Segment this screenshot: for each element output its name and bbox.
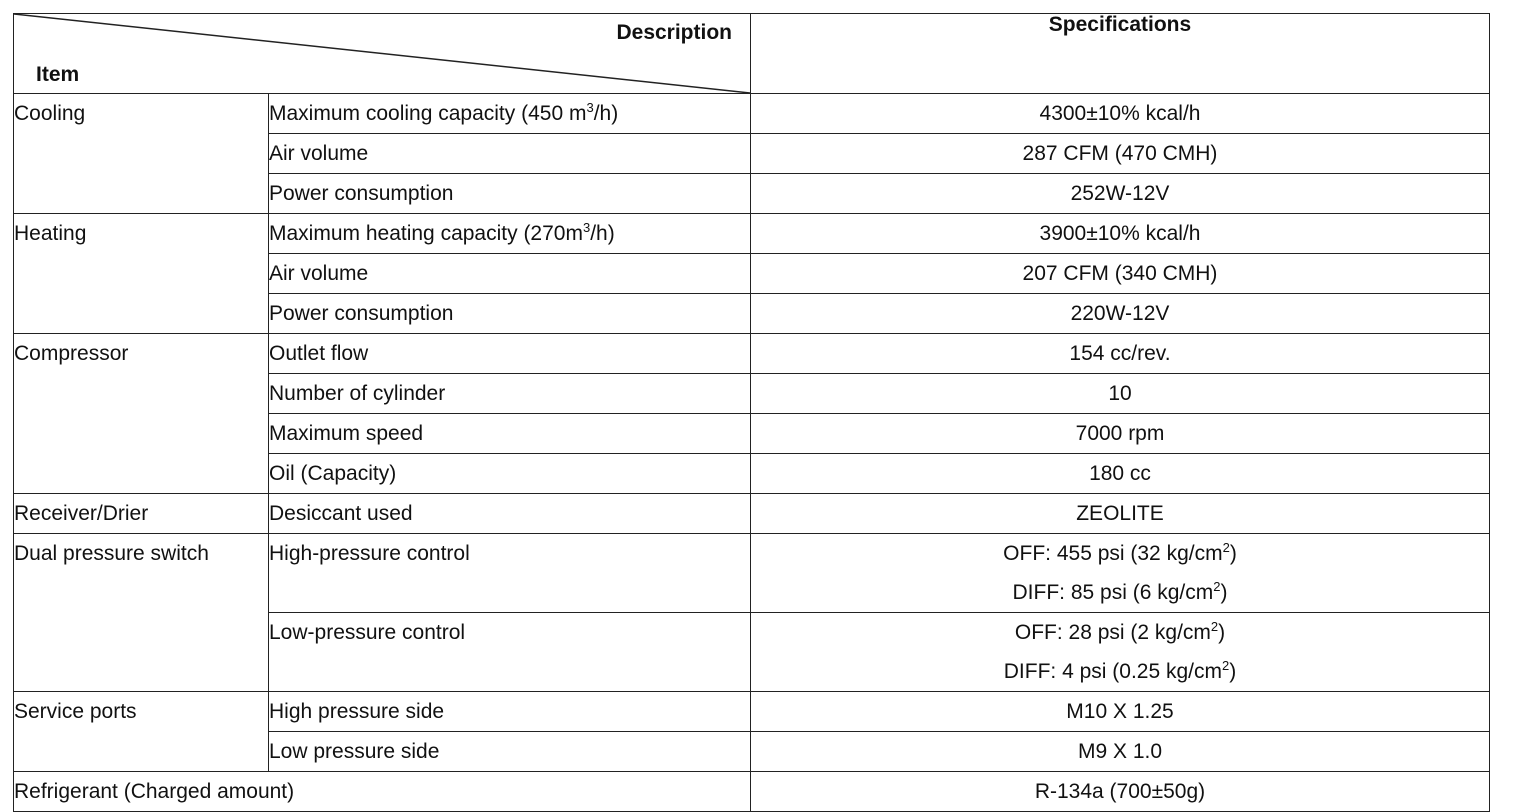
value-line	[751, 613, 1489, 652]
value-cell: 287 CFM (470 CMH)	[751, 134, 1490, 174]
value-text: DIFF: 85 psi (6 kg/cm	[1012, 581, 1214, 604]
value-cell: 3900±10% kcal/h	[751, 214, 1490, 254]
value-cell: 220W-12V	[751, 294, 1490, 334]
table-row	[14, 772, 1490, 812]
desc-cell: Power consumption	[269, 294, 751, 334]
item-cell-refrigerant: Refrigerant (Charged amount)	[14, 772, 751, 812]
value-text: OFF: 455 psi (32 kg/cm	[1003, 542, 1223, 565]
desc-text: /h)	[593, 102, 619, 125]
value-line	[751, 573, 1489, 612]
desc-cell: Oil (Capacity)	[269, 454, 751, 494]
value-cell: M10 X 1.25	[751, 692, 1490, 732]
desc-cell: Outlet flow	[269, 334, 751, 374]
value-text: )	[1229, 542, 1237, 565]
item-cell-dual-pressure-switch	[14, 534, 269, 692]
superscript: 3	[582, 220, 591, 235]
desc-text: Maximum cooling capacity (450 m	[269, 102, 587, 125]
table-row	[14, 494, 1490, 534]
header-row	[14, 14, 1490, 94]
table-row	[14, 692, 1490, 732]
spec-sheet	[13, 13, 1489, 803]
superscript: 2	[1213, 579, 1221, 594]
value-cell: 154 cc/rev.	[751, 334, 1490, 374]
value-line	[751, 652, 1489, 691]
superscript: 3	[586, 100, 594, 115]
value-cell: M9 X 1.0	[751, 732, 1490, 772]
item-description-header	[14, 14, 751, 94]
desc-cell: Maximum speed	[269, 414, 751, 454]
table-row	[14, 214, 1490, 254]
value-cell: 4300±10% kcal/h	[751, 94, 1490, 134]
value-cell: ZEOLITE	[751, 494, 1490, 534]
item-text: Dual pressure switch	[14, 542, 209, 565]
desc-cell: Power consumption	[269, 174, 751, 214]
desc-cell: Number of cylinder	[269, 374, 751, 414]
value-text: DIFF: 4 psi (0.25 kg/cm	[1003, 660, 1222, 683]
desc-cell	[269, 214, 751, 254]
table-row	[14, 94, 1490, 134]
value-text: )	[1220, 581, 1228, 604]
value-cell: R-134a (700±50g)	[751, 772, 1490, 812]
superscript: 2	[1210, 619, 1219, 634]
desc-cell: Low-pressure control	[269, 613, 751, 692]
value-cell	[751, 534, 1490, 613]
value-cell: 180 cc	[751, 454, 1490, 494]
value-cell: 10	[751, 374, 1490, 414]
superscript: 2	[1222, 540, 1230, 555]
table-row	[14, 534, 1490, 613]
item-header-label: Item	[36, 63, 80, 86]
value-cell	[751, 613, 1490, 692]
value-line	[751, 534, 1489, 573]
value-text: OFF: 28 psi (2 kg/cm	[1014, 621, 1211, 644]
desc-cell: Air volume	[269, 134, 751, 174]
desc-text: Maximum heating capacity (270m	[269, 222, 583, 245]
description-header-label: Description	[616, 21, 732, 44]
table-row	[14, 334, 1490, 374]
item-cell-receiver-drier: Receiver/Drier	[14, 494, 269, 534]
desc-cell: Air volume	[269, 254, 751, 294]
specifications-table	[13, 13, 1490, 812]
item-cell-cooling: Cooling	[14, 94, 269, 214]
desc-text: /h)	[590, 222, 615, 245]
desc-cell	[269, 94, 751, 134]
item-cell-heating: Heating	[14, 214, 269, 334]
desc-cell: High-pressure control	[269, 534, 751, 613]
desc-cell: Desiccant used	[269, 494, 751, 534]
desc-cell: High pressure side	[269, 692, 751, 732]
specifications-header: Specifications	[751, 14, 1490, 94]
desc-cell: Low pressure side	[269, 732, 751, 772]
value-cell: 207 CFM (340 CMH)	[751, 254, 1490, 294]
superscript: 2	[1222, 658, 1230, 673]
value-cell: 7000 rpm	[751, 414, 1490, 454]
item-cell-service-ports: Service ports	[14, 692, 269, 772]
item-cell-compressor: Compressor	[14, 334, 269, 494]
value-cell: 252W-12V	[751, 174, 1490, 214]
value-text: )	[1229, 660, 1237, 683]
value-text: )	[1218, 621, 1226, 644]
